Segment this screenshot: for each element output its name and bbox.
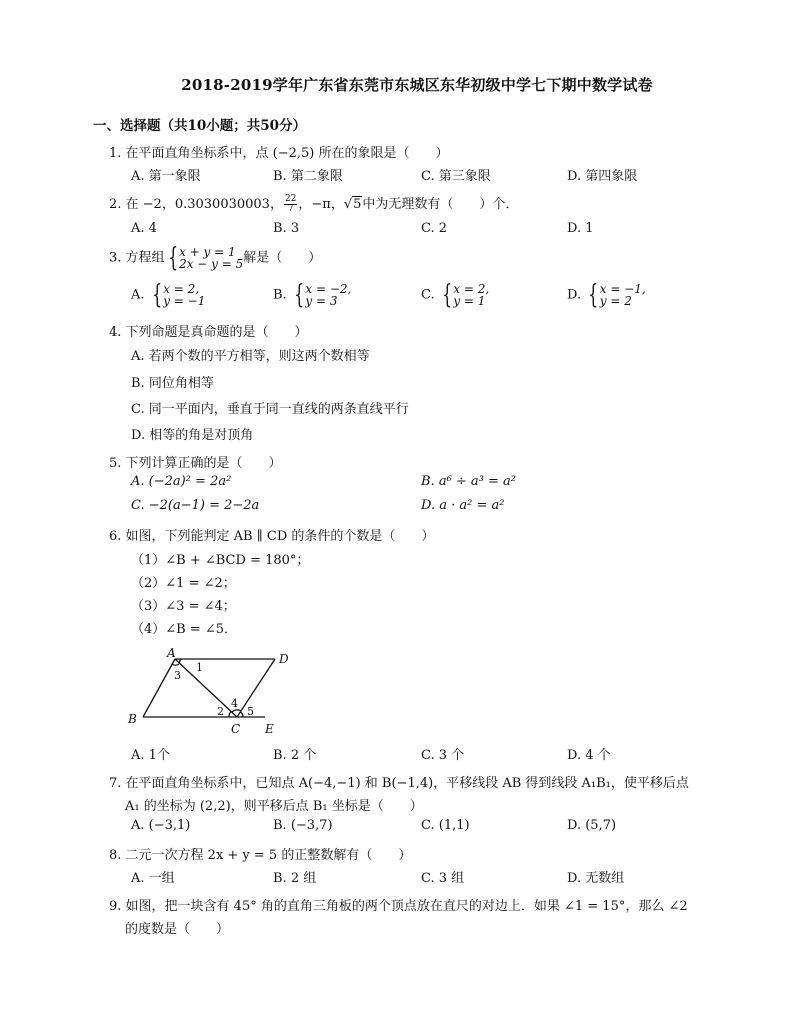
- q6-line-ab: [143, 659, 175, 717]
- q3-option-d-label: D.: [567, 287, 582, 303]
- q2-sqrt: √5: [343, 197, 362, 212]
- q3-brace: {: [167, 243, 178, 273]
- q3-b-line1: x = −2,: [305, 282, 352, 296]
- q5-option-a[interactable]: A. (−2a)² = 2a²: [131, 474, 232, 489]
- q3-b-line2: y = 3: [305, 294, 338, 308]
- q2-option-b[interactable]: B. 3: [273, 221, 300, 236]
- q3-d-line1: x = −1,: [599, 282, 646, 296]
- q5-option-d[interactable]: D. a · a² = a²: [421, 498, 505, 513]
- q7-option-c[interactable]: C. (1,1): [421, 818, 470, 833]
- q2-text-post: 中为无理数有（ ）个．: [362, 197, 519, 212]
- q3-c-line2: y = 1: [453, 294, 486, 308]
- q2-option-d[interactable]: D. 1: [567, 221, 594, 236]
- q6-option-b[interactable]: B. 2 个: [273, 748, 317, 763]
- q8-option-d[interactable]: D. 无数组: [567, 871, 625, 886]
- question-7-line1: 7. 在平面直角坐标系中，已知点 A(−4,−1) 和 B(−1,4)，平移线段 AB 得到线段 A₁B₁，使平移后点: [109, 776, 689, 791]
- q6-arc-4: [232, 710, 241, 712]
- q6-option-d[interactable]: D. 4 个: [567, 748, 611, 763]
- q7-option-a[interactable]: A. (−3,1): [131, 818, 191, 833]
- q5-option-b[interactable]: B. a⁶ ÷ a³ = a²: [421, 474, 517, 489]
- q3-option-c-label: C.: [421, 287, 435, 303]
- q3-eq2: 2x − y = 5: [179, 257, 244, 271]
- q2-text-pre: 2. 在 −2，0.3030030003，: [109, 197, 283, 212]
- question-3-stem: [109, 243, 322, 273]
- q3-option-b-label: B.: [273, 287, 287, 303]
- q6-angle-5: 5: [247, 705, 254, 718]
- q6-line-cd: [237, 659, 275, 717]
- question-1-stem: 1. 在平面直角坐标系中，点 (−2,5) 所在的象限是（ ）: [109, 146, 449, 161]
- q6-condition-3: （3）∠3 = ∠4；: [131, 599, 236, 614]
- q6-label-c: C: [231, 722, 241, 736]
- q1-option-b[interactable]: B. 第二象限: [273, 169, 343, 184]
- q6-line-ac: [175, 659, 237, 717]
- question-2-stem: [109, 193, 518, 214]
- q8-option-b[interactable]: B. 2 组: [273, 871, 317, 886]
- q2-option-c[interactable]: C. 2: [421, 221, 448, 236]
- question-7-line2: A₁ 的坐标为 (2,2)，则平移后点 B₁ 坐标是（ ）: [125, 799, 423, 814]
- q6-angle-4: 4: [231, 697, 238, 710]
- q6-condition-2: （2）∠1 = ∠2；: [131, 576, 236, 591]
- q3-c-line1: x = 2,: [453, 282, 490, 296]
- question-4-stem: 4. 下列命题是真命题的是（ ）: [109, 325, 308, 340]
- q6-label-e: E: [265, 722, 274, 736]
- q6-option-c[interactable]: C. 3 个: [421, 748, 465, 763]
- q3-option-a[interactable]: A. { x = 2, y = −1: [131, 280, 206, 310]
- q2-frac-den: 7: [287, 204, 294, 214]
- q6-label-a: A: [167, 646, 176, 660]
- q6-arc-2: [229, 712, 231, 718]
- q6-figure: [125, 643, 295, 738]
- q2-option-a[interactable]: A. 4: [131, 221, 157, 236]
- q7-option-b[interactable]: B. (−3,7): [273, 818, 333, 833]
- q2-frac-num: 22: [284, 194, 297, 204]
- question-9-line1: 9. 如图，把一块含有 45° 角的直角三角板的两个顶点放在直尺的对边上．如果 ∠1 = 15°，那么 ∠2: [109, 899, 688, 914]
- q4-option-a[interactable]: A. 若两个数的平方相等，则这两个数相等: [131, 349, 370, 364]
- q6-label-b: B: [128, 712, 137, 726]
- q1-option-a[interactable]: A. 第一象限: [131, 169, 201, 184]
- question-9-line2: 的度数是（ ）: [125, 922, 230, 937]
- section-heading: 一、选择题（共10小题；共50分）: [93, 118, 307, 134]
- q4-option-d[interactable]: D. 相等的角是对顶角: [131, 428, 254, 443]
- q6-arc-3: [172, 664, 179, 665]
- q6-option-a[interactable]: A. 1个: [131, 748, 170, 763]
- q6-angle-3: 3: [174, 669, 181, 682]
- q6-angle-1: 1: [196, 661, 203, 674]
- q2-fraction: [284, 195, 297, 214]
- q4-option-c[interactable]: C. 同一平面内，垂直于同一直线的两条直线平行: [131, 402, 409, 417]
- q3-text-pre: 3. 方程组: [109, 250, 165, 266]
- q6-angle-2: 2: [217, 705, 224, 718]
- q3-a-line1: x = 2,: [163, 282, 200, 296]
- q3-a-line2: y = −1: [163, 294, 206, 308]
- q1-option-c[interactable]: C. 第三象限: [421, 169, 491, 184]
- q7-option-d[interactable]: D. (5,7): [567, 818, 617, 833]
- q1-option-d[interactable]: D. 第四象限: [567, 169, 638, 184]
- q3-option-b[interactable]: B. { x = −2, y = 3: [273, 280, 352, 310]
- question-8-stem: 8. 二元一次方程 2x + y = 5 的正整数解有（ ）: [109, 848, 412, 863]
- q8-option-a[interactable]: A. 一组: [131, 871, 175, 886]
- q6-condition-1: （1）∠B + ∠BCD = 180°；: [131, 553, 310, 568]
- q6-condition-4: （4）∠B = ∠5．: [131, 622, 238, 637]
- q2-text-mid: ，−π，: [298, 197, 344, 212]
- page-title: 2018-2019学年广东省东莞市东城区东华初级中学七下期中数学试卷: [181, 76, 653, 94]
- q2-radicand: 5: [353, 197, 362, 212]
- q3-option-a-label: A.: [131, 287, 145, 303]
- question-5-stem: 5. 下列计算正确的是（ ）: [109, 456, 282, 471]
- q5-option-c[interactable]: C. −2(a−1) = 2−2a: [131, 498, 260, 513]
- q6-arc-5: [241, 712, 244, 717]
- q8-option-c[interactable]: C. 3 组: [421, 871, 465, 886]
- q3-text-post: 解是（ ）: [243, 250, 322, 266]
- q3-option-d[interactable]: D. { x = −1, y = 2: [567, 280, 646, 310]
- question-6-stem: 6. 如图，下列能判定 AB ∥ CD 的条件的个数是（ ）: [109, 529, 435, 544]
- q3-system: [165, 243, 244, 273]
- q3-d-line2: y = 2: [599, 294, 632, 308]
- q3-eq1: x + y = 1: [179, 245, 236, 259]
- q6-label-d: D: [279, 652, 289, 666]
- q4-option-b[interactable]: B. 同位角相等: [131, 376, 214, 391]
- q3-option-c[interactable]: C. { x = 2, y = 1: [421, 280, 490, 310]
